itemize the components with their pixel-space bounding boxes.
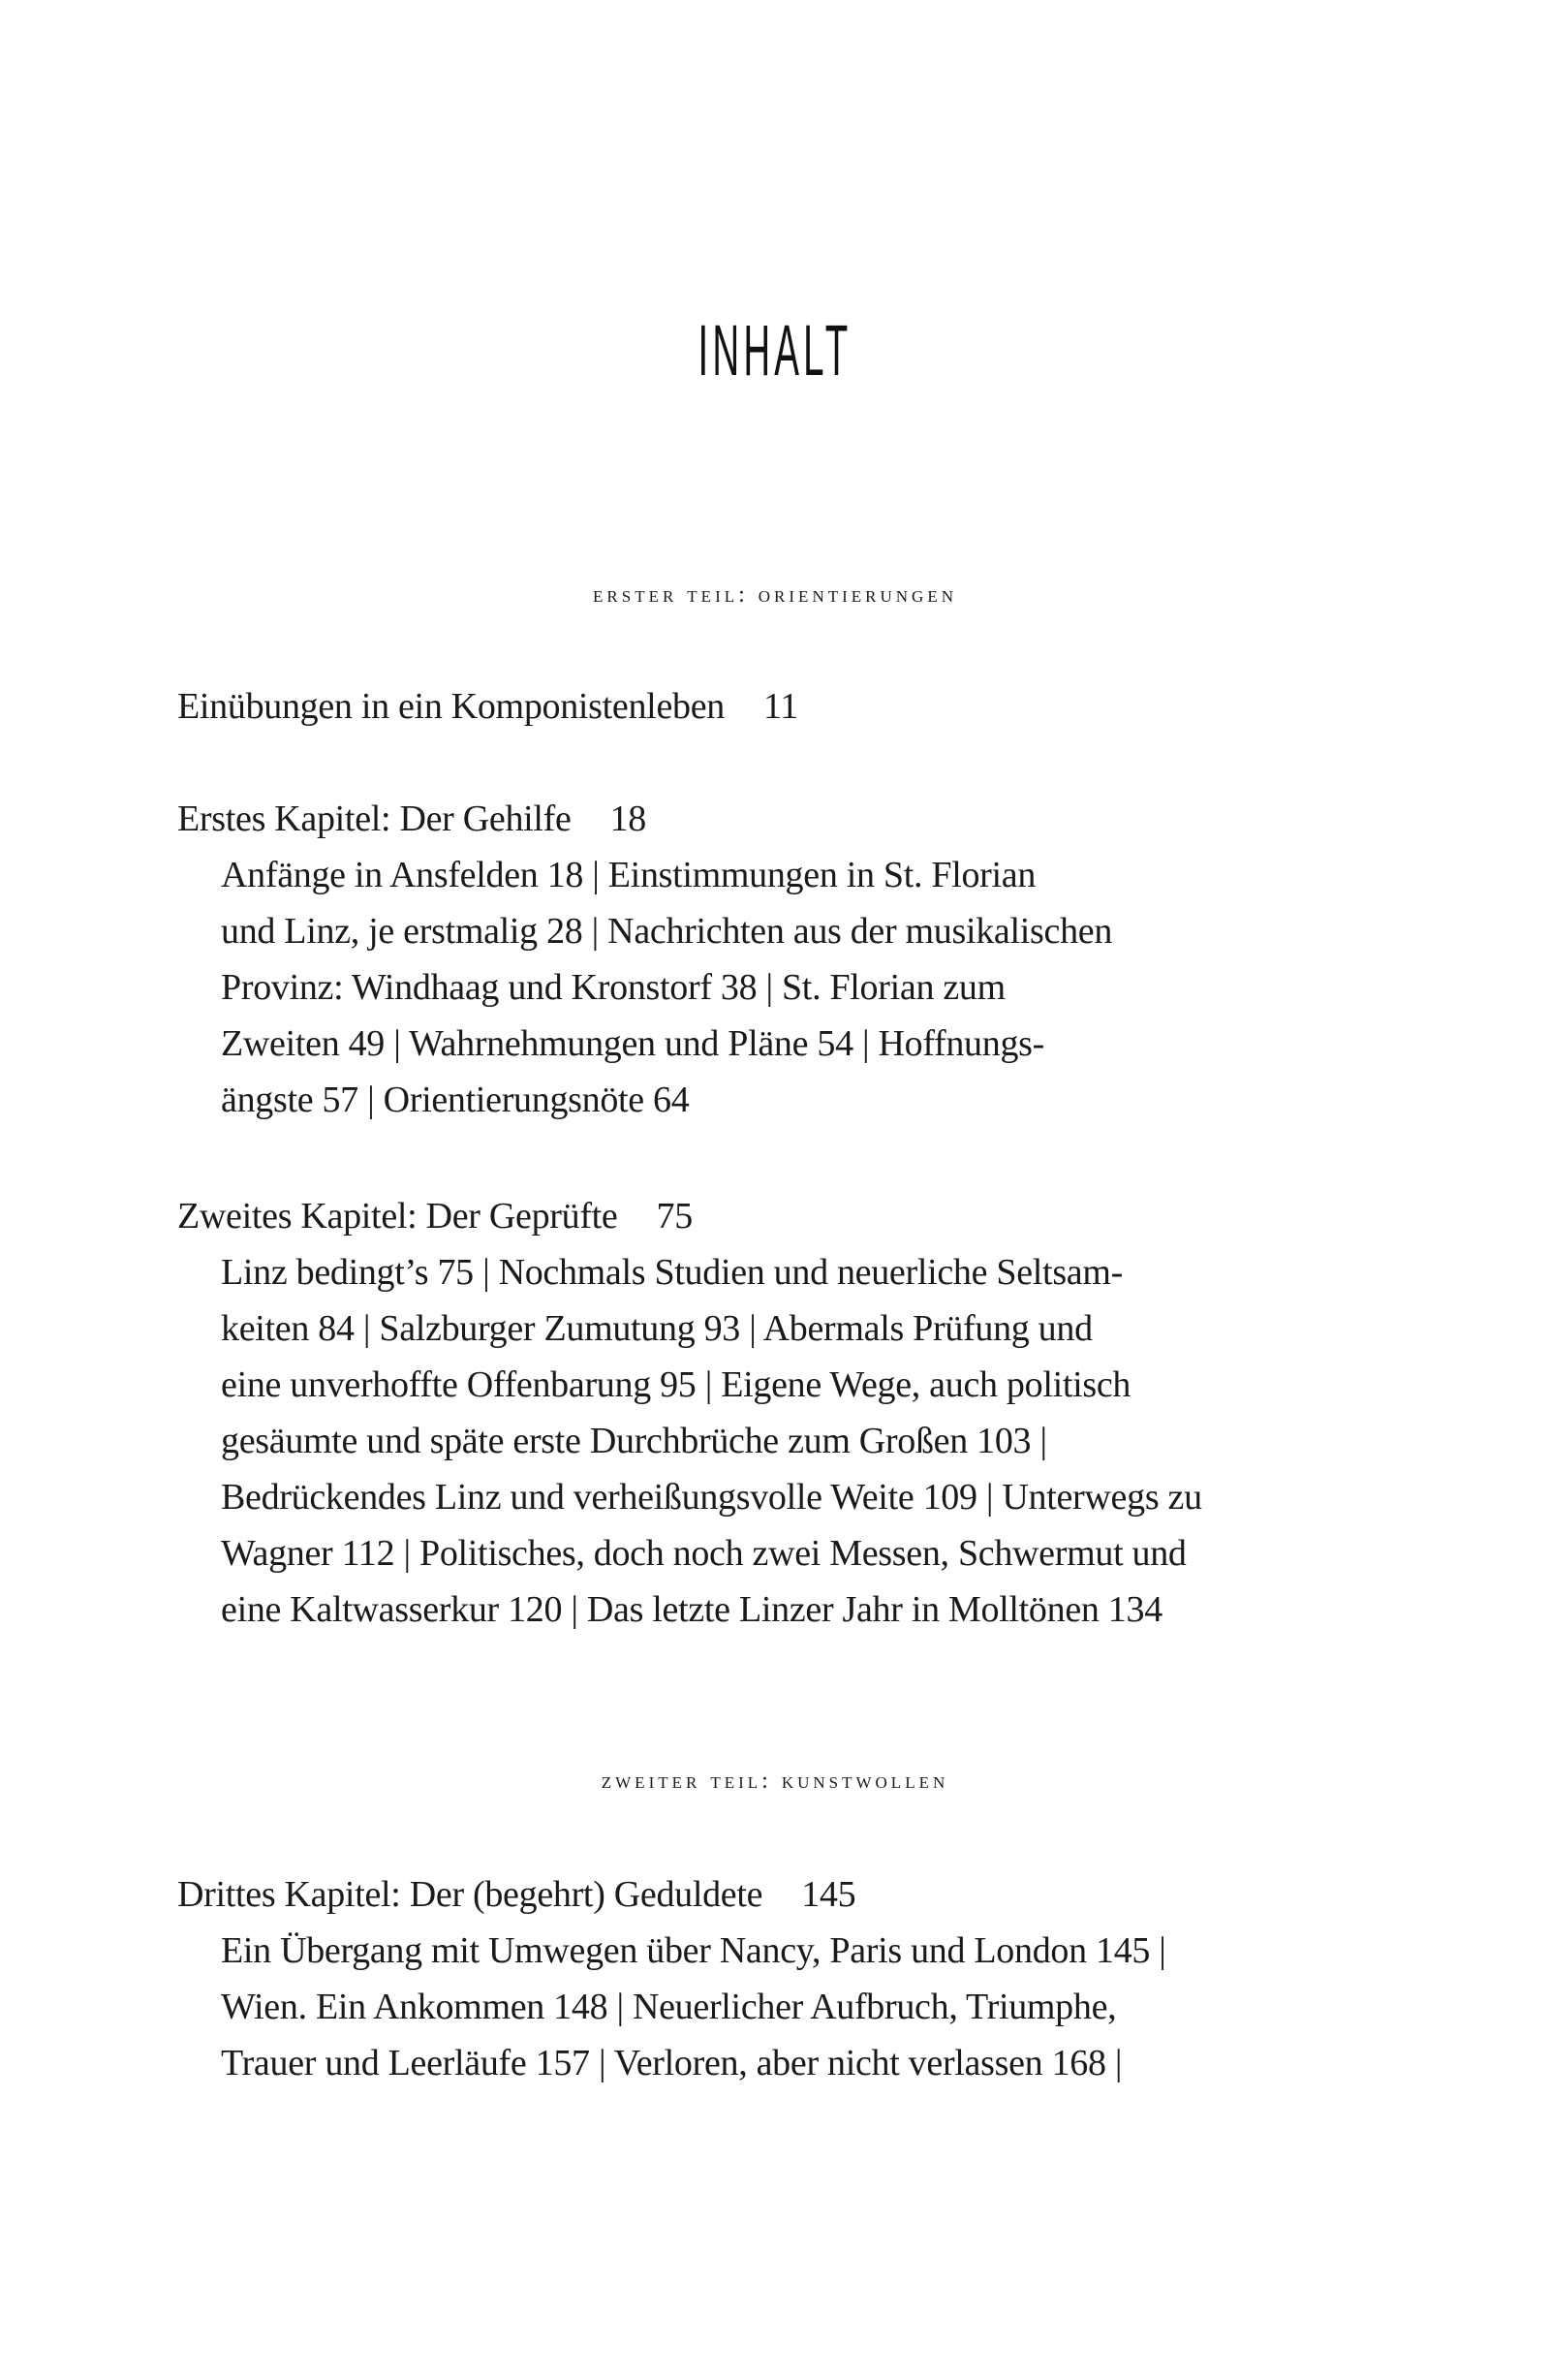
- toc-subsection-line: Anfänge in Ansfelden 18 | Einstimmungen in St. Florian: [221, 855, 1037, 895]
- toc-subsections: [177, 1923, 1379, 2091]
- toc-subsection-line: eine Kaltwasserkur 120 | Das letzte Linzer Jahr in Molltönen 134: [221, 1589, 1162, 1630]
- toc-entry-heading: [177, 1866, 1379, 1923]
- toc-subsection-line: Linz bedingt’s 75 | Nochmals Studien und neuerliche Seltsam-: [221, 1252, 1123, 1293]
- toc-entry-chapter-3: [177, 1866, 1379, 2091]
- toc-entry-intro: [177, 678, 1379, 735]
- part-heading-2: zweiter teil: kunstwollen: [601, 1769, 949, 1794]
- toc-subsection-line: Wagner 112 | Politisches, doch noch zwei Messen, Schwermut und: [221, 1533, 1187, 1574]
- toc-subsection-line: gesäumte und späte erste Durchbrüche zum Großen 103 |: [221, 1421, 1047, 1461]
- toc-entry-label: Drittes Kapitel: Der (begehrt) Geduldete: [177, 1874, 763, 1915]
- toc-subsection-line: Zweiten 49 | Wahrnehmungen und Pläne 54 | Hoffnungs-: [221, 1023, 1044, 1064]
- toc-subsection-line: Bedrückendes Linz und verheißungsvolle Weite 109 | Unterwegs zu: [221, 1477, 1202, 1518]
- toc-subsection-line: Ein Übergang mit Umwegen über Nancy, Paris und London 145 |: [221, 1930, 1166, 1971]
- toc-subsections: [177, 1244, 1379, 1638]
- toc-subsection-line: ängste 57 | Orientierungsnöte 64: [221, 1080, 690, 1120]
- toc-entry-page: 145: [801, 1874, 856, 1915]
- toc-entry-page: 11: [762, 686, 798, 727]
- toc-subsection-line: eine unverhoffte Offenbarung 95 | Eigene Wege, auch politisch: [221, 1364, 1132, 1405]
- toc-entry-label: Zweites Kapitel: Der Geprüfte: [177, 1196, 618, 1237]
- page-title: INHALT: [698, 310, 852, 391]
- toc-subsection-line: keiten 84 | Salzburger Zumutung 93 | Abermals Prüfung und: [221, 1308, 1093, 1349]
- toc-entry-label: Einübungen in ein Komponistenleben: [177, 686, 725, 727]
- toc-entry-label: Erstes Kapitel: Der Gehilfe: [177, 799, 572, 839]
- toc-subsection-line: Wien. Ein Ankommen 148 | Neuerlicher Aufbruch, Triumphe,: [221, 1987, 1117, 2027]
- toc-entry-heading: [177, 791, 1379, 847]
- toc-subsection-line: und Linz, je erstmalig 28 | Nachrichten aus der musikalischen: [221, 911, 1113, 952]
- toc-entry-page: 75: [656, 1196, 693, 1237]
- toc-subsection-line: Provinz: Windhaag und Kronstorf 38 | St. Florian zum: [221, 967, 1006, 1008]
- toc-entry-page: 18: [609, 799, 646, 839]
- toc-entry-heading: [177, 678, 1379, 735]
- toc-entry-heading: [177, 1188, 1379, 1244]
- toc-entry-chapter-2: [177, 1188, 1379, 1638]
- toc-subsection-line: Trauer und Leerläufe 157 | Verloren, aber nicht verlassen 168 |: [221, 2043, 1123, 2083]
- toc-entry-chapter-1: [177, 791, 1379, 1128]
- toc-subsections: [177, 847, 1379, 1128]
- part-heading-1: erster teil: orientierungen: [593, 582, 957, 608]
